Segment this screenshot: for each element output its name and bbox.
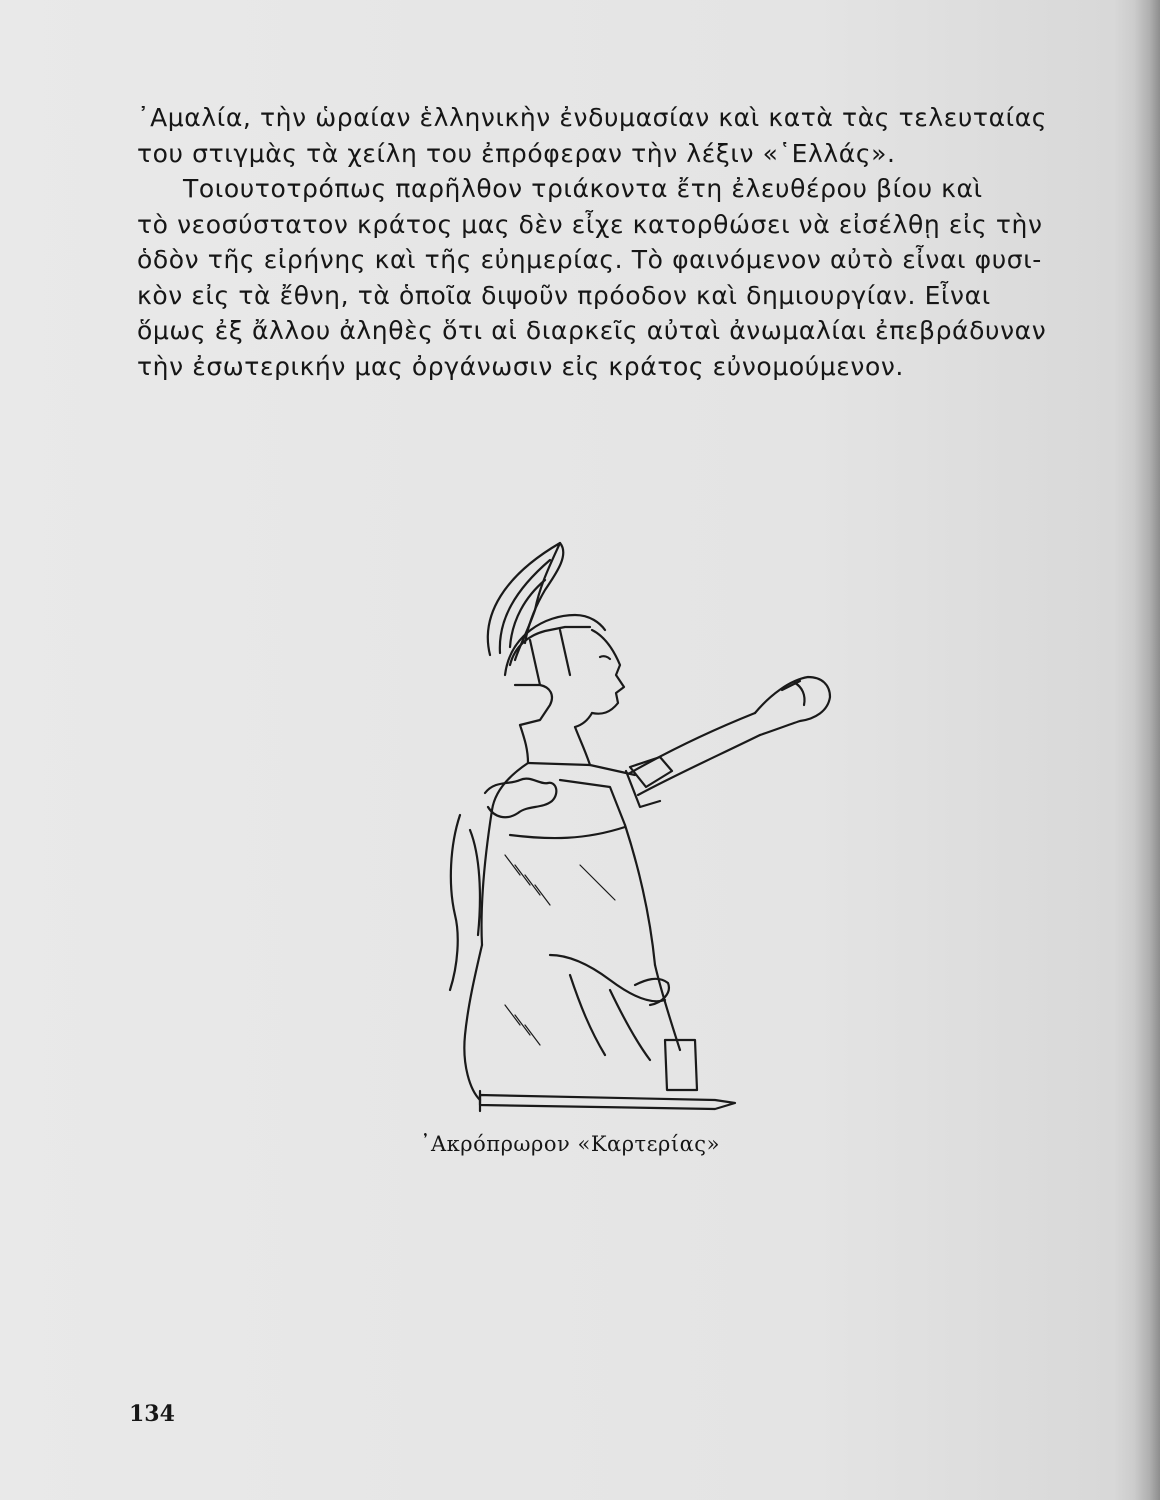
figure-caption: ᾿Ακρόπρωρον «Καρτερίας» [420,1132,720,1156]
text-line: Τοιουτοτρόπως παρῆλθον τριάκοντα ἔτη ἐλευθέρου βίου καὶ [183,174,983,203]
body-text [137,100,1122,384]
text-line: του στιγμὰς τὰ χείλη του ἐπρόφεραν τὴν λέξιν «῾Ελλάς». [137,138,896,168]
page-binding-shadow [1134,0,1160,1500]
text-line: τὸ νεοσύστατον κράτος μας δὲν εἶχε κατορθώσει νὰ εἰσέλθῃ εἰς τὴν [137,209,1043,239]
text-line: ὁδὸν τῆς εἰρήνης καὶ τῆς εὐημερίας. Τὸ φαινόμενον αὐτὸ εἶναι φυσι- [137,245,1042,274]
text-line: τὴν ἐσωτερικήν μας ὀργάνωσιν εἰς κράτος εὐνομούμενον. [137,351,904,381]
text-line: ᾿Αμαλία, τὴν ὡραίαν ἑλληνικὴν ἐνδυμασίαν καὶ κατὰ τὰς τελευταίας [137,103,1048,132]
text-line: ὅμως ἐξ ἄλλου ἀληθὲς ὅτι αἱ διαρκεῖς αὐταὶ ἀνωμαλίαι ἐπεβράδυναν [137,316,1047,345]
page-number: 134 [129,1401,175,1427]
text-line: κὸν εἰς τὰ ἔθνη, τὰ ὁποῖα διψοῦν πρόοδον καὶ δημιουργίαν. Εἶναι [137,280,991,310]
figurehead-illustration [410,535,850,1125]
